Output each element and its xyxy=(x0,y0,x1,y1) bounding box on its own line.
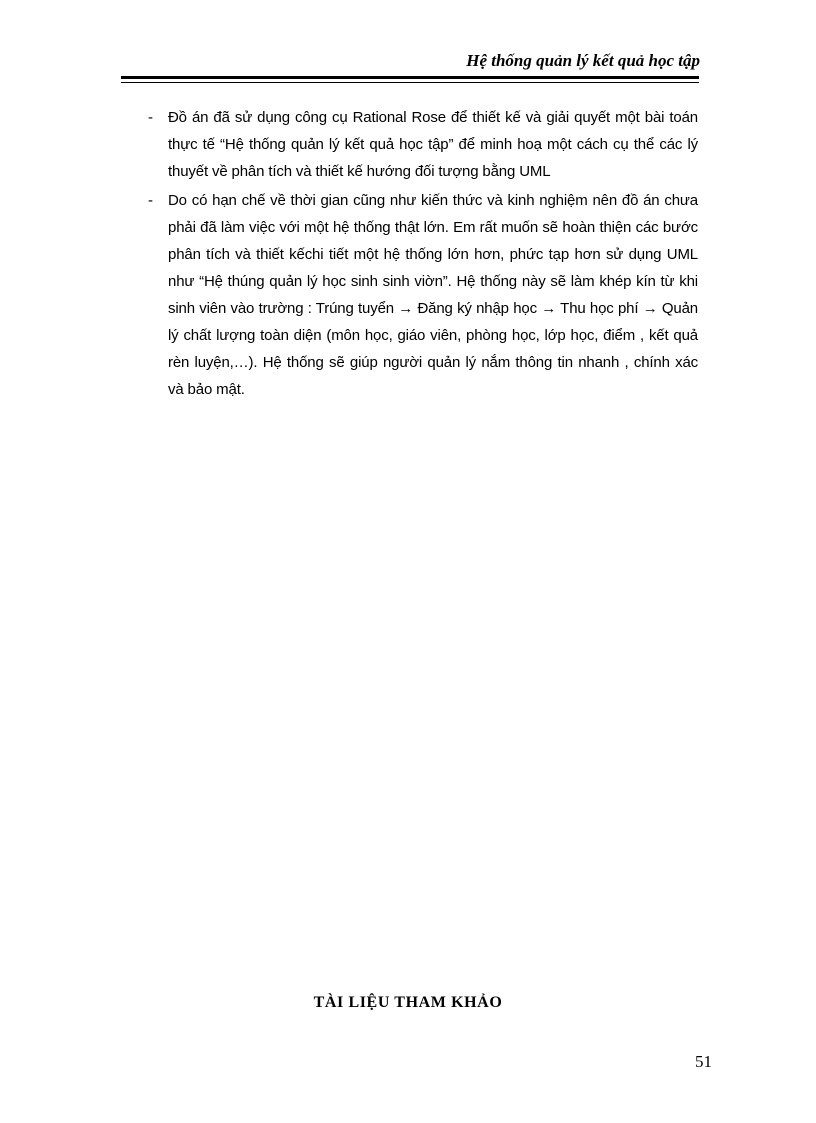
header-rule-thin xyxy=(121,82,699,83)
running-header-title: Hệ thống quản lý kết quả học tập xyxy=(466,51,700,70)
bullet-text-limitations: Do có hạn chế về thời gian cũng như kiến thức và kinh nghiệm nên đồ án chưa phải đã làm việc với một hệ thống thật lớn. Em rất muốn sẽ hoàn thiện các bước phân tích và thiết kếchi tiết một hệ thống lớn hơn, phức tạp hơn sử dụng UML như “Hệ thúng quản lý học sinh sinh viờn”. Hệ thống này sẽ làm khép kín từ khi sinh viên vào trường : Trúng tuyển → Đăng ký nhập học → Thu học phí → Quản lý chất lượng toàn diện (môn học, giáo viên, phòng học, lớp học, điểm , kết quả rèn luyện,…). Hệ thống sẽ giúp người quản lý nắm thông tin nhanh , chính xác và bảo mật. xyxy=(168,192,698,398)
page-number: 51 xyxy=(695,1052,712,1071)
bullet-marker: - xyxy=(148,192,153,209)
header-rule-thick xyxy=(121,76,699,79)
bullet-text-tool-usage: Đồ án đã sử dụng công cụ Rational Rose để thiết kế và giải quyết một bài toán thực tế “Hệ thống quản lý kết quả học tập” để minh hoạ một cách cụ thể các lý thuyết về phân tích và thiết kế hướng đối tượng bằng UML xyxy=(168,109,698,180)
bullet-item-tool-usage xyxy=(148,104,698,185)
bullet-item-limitations xyxy=(148,187,698,403)
conclusion-bullet-list xyxy=(148,104,698,405)
references-heading: TÀI LIỆU THAM KHẢO xyxy=(313,994,503,1011)
bullet-marker: - xyxy=(148,109,153,126)
